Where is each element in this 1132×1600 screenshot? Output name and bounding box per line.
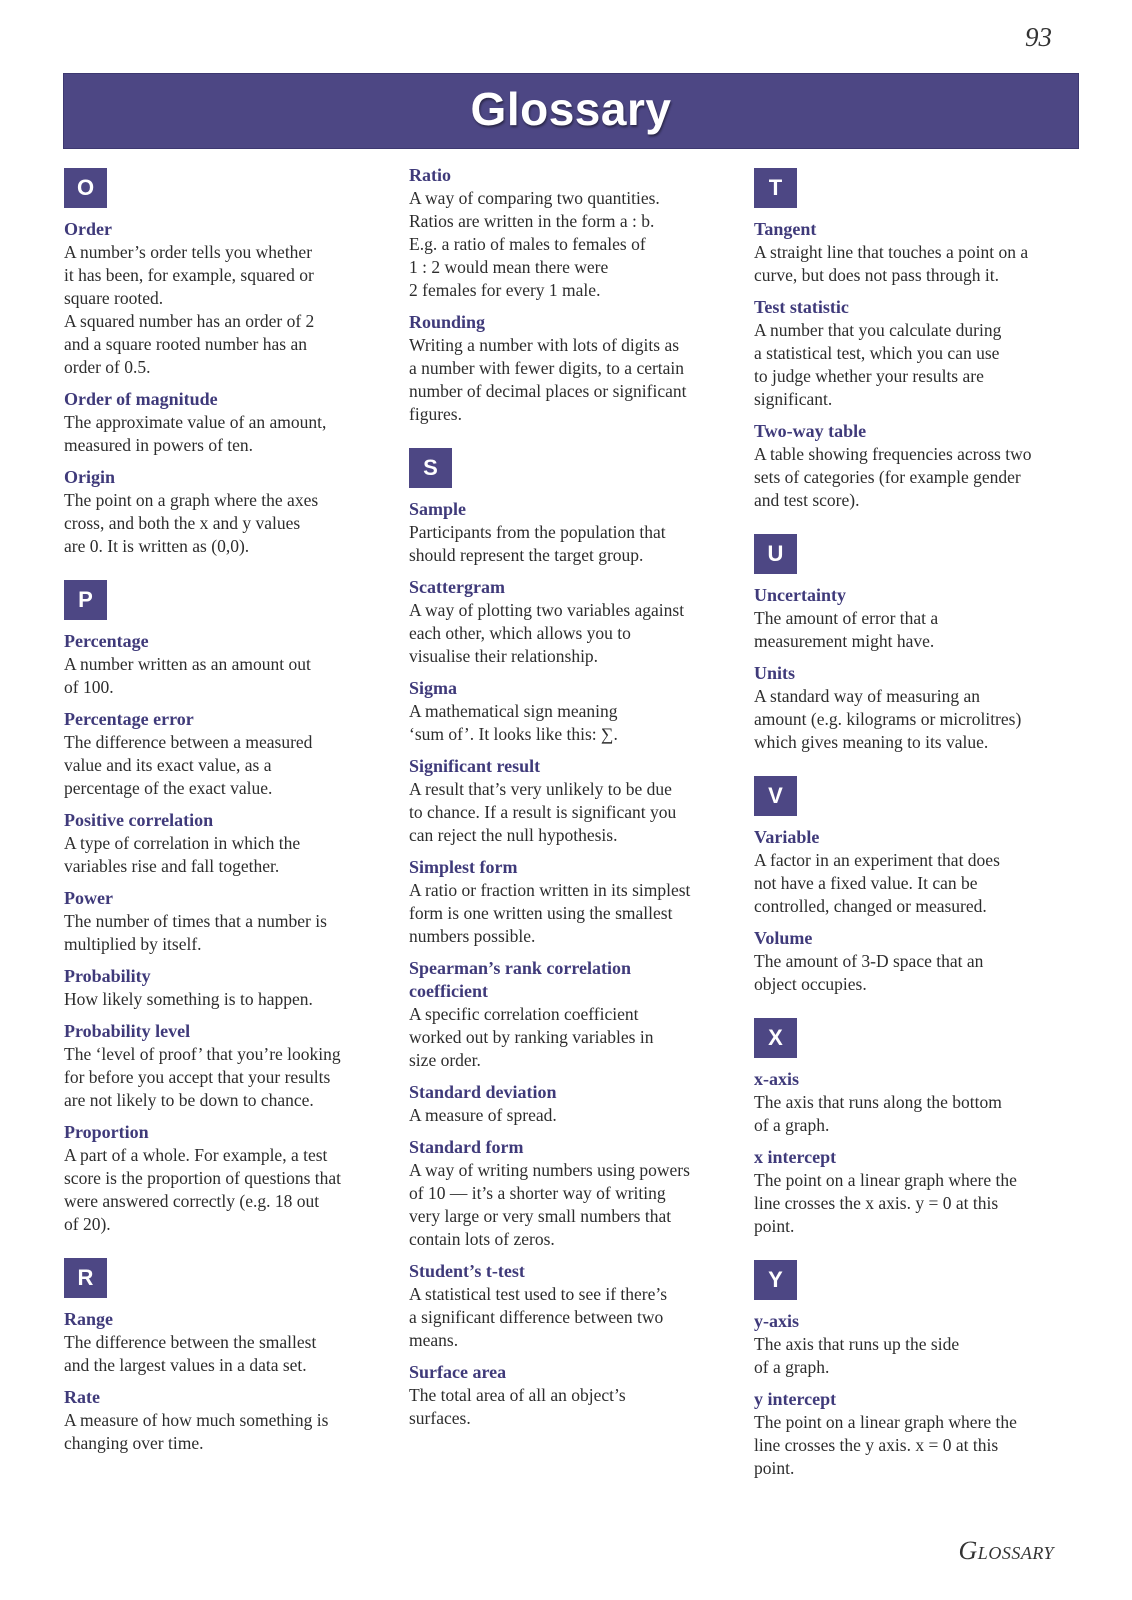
- glossary-definition: A measure of how much something is changing over time.: [64, 1410, 329, 1453]
- glossary-entry: [409, 755, 749, 847]
- glossary-entry: [409, 1260, 749, 1352]
- glossary-entry: [64, 965, 404, 1011]
- glossary-entry: [409, 164, 749, 302]
- glossary-term: Surface area: [409, 1362, 507, 1382]
- glossary-entry: [754, 662, 1084, 754]
- glossary-definition: The point on a linear graph where the line crosses the y axis. x = 0 at this point.: [754, 1412, 1017, 1478]
- glossary-definition: A table showing frequencies across two sets of categories (for example gender and test score).: [754, 444, 1032, 510]
- glossary-entry: [64, 1308, 404, 1377]
- glossary-entry: [754, 584, 1084, 653]
- glossary-term: Volume: [754, 928, 813, 948]
- section-letter-badge: P: [64, 580, 107, 620]
- glossary-definition: A specific correlation coefficient worked out by ranking variables in size order.: [409, 1004, 654, 1070]
- glossary-entry: [409, 957, 749, 1072]
- glossary-term: Scattergram: [409, 577, 505, 597]
- section-letter-badge: S: [409, 448, 452, 488]
- glossary-term: Origin: [64, 467, 116, 487]
- glossary-definition: A standard way of measuring an amount (e.g. kilograms or microlitres) which gives meaning to its value.: [754, 686, 1022, 752]
- glossary-term: x-axis: [754, 1069, 799, 1089]
- glossary-definition: The point on a linear graph where the line crosses the x axis. y = 0 at this point.: [754, 1170, 1017, 1236]
- glossary-definition: How likely something is to happen.: [64, 989, 313, 1009]
- glossary-section: [409, 448, 749, 1430]
- glossary-entry: [409, 1361, 749, 1430]
- glossary-definition: A way of plotting two variables against each other, which allows you to visualise their relationship.: [409, 600, 685, 666]
- glossary-term: Probability: [64, 966, 151, 986]
- glossary-term: Significant result: [409, 756, 541, 776]
- glossary-section: [754, 168, 1084, 512]
- glossary-definition: The axis that runs along the bottom of a graph.: [754, 1092, 1002, 1135]
- glossary-definition: The total area of all an object’s surfaces.: [409, 1385, 626, 1428]
- glossary-entry: [64, 218, 404, 379]
- glossary-entry: [409, 1081, 749, 1127]
- glossary-entry: [409, 311, 749, 426]
- glossary-term: Order of magnitude: [64, 389, 218, 409]
- glossary-entry: [754, 420, 1084, 512]
- glossary-definition: A way of writing numbers using powers of 10 — it’s a shorter way of writing very large or very small numbers that contain lots of zeros.: [409, 1160, 690, 1249]
- glossary-definition: Participants from the population that should represent the target group.: [409, 522, 666, 565]
- section-letter-badge: Y: [754, 1260, 797, 1300]
- glossary-definition: A number that you calculate during a statistical test, which you can use to judge whether your results are significant.: [754, 320, 1002, 409]
- glossary-entry: [64, 630, 404, 699]
- glossary-term: Probability level: [64, 1021, 191, 1041]
- glossary-entry: [754, 927, 1084, 996]
- glossary-definition: A straight line that touches a point on a curve, but does not pass through it.: [754, 242, 1029, 285]
- glossary-entry: [754, 1310, 1084, 1379]
- glossary-section: [64, 1258, 404, 1455]
- glossary-column-1: [64, 164, 404, 1477]
- glossary-definition: The amount of 3-D space that an object occupies.: [754, 951, 984, 994]
- glossary-entry: [64, 388, 404, 457]
- glossary-definition: A part of a whole. For example, a test score is the proportion of questions that were answered correctly (e.g. 18 out of 20).: [64, 1145, 342, 1234]
- glossary-entry: [754, 1388, 1084, 1480]
- glossary-entry: [409, 1136, 749, 1251]
- glossary-entry: [754, 1068, 1084, 1137]
- glossary-entry: [409, 576, 749, 668]
- glossary-entry: [409, 856, 749, 948]
- glossary-term: Variable: [754, 827, 820, 847]
- glossary-term: Range: [64, 1309, 113, 1329]
- glossary-definition: The number of times that a number is multiplied by itself.: [64, 911, 327, 954]
- glossary-definition: The difference between the smallest and the largest values in a data set.: [64, 1332, 317, 1375]
- glossary-definition: A ratio or fraction written in its simplest form is one written using the smallest numbers possible.: [409, 880, 691, 946]
- glossary-section: [754, 776, 1084, 996]
- title-banner: [63, 73, 1079, 149]
- glossary-term: Student’s t-test: [409, 1261, 525, 1281]
- glossary-term: Sample: [409, 499, 467, 519]
- glossary-term: Standard deviation: [409, 1082, 557, 1102]
- footer-label: Glossary: [958, 1536, 1054, 1565]
- section-letter-badge: V: [754, 776, 797, 816]
- glossary-column-2: [409, 164, 749, 1452]
- glossary-term: Rate: [64, 1387, 100, 1407]
- glossary-column-3: [754, 164, 1084, 1502]
- glossary-section: [409, 164, 749, 426]
- glossary-term: Simplest form: [409, 857, 518, 877]
- glossary-entry: [409, 498, 749, 567]
- glossary-definition: A result that’s very unlikely to be due to chance. If a result is significant you can reject the null hypothesis.: [409, 779, 677, 845]
- section-letter-badge: R: [64, 1258, 107, 1298]
- glossary-entry: [409, 677, 749, 746]
- page-title: Glossary: [470, 83, 672, 135]
- section-letter-badge: U: [754, 534, 797, 574]
- glossary-entry: [754, 296, 1084, 411]
- glossary-definition: A factor in an experiment that does not have a fixed value. It can be controlled, changed or measured.: [754, 850, 1000, 916]
- glossary-definition: The axis that runs up the side of a graph.: [754, 1334, 960, 1377]
- glossary-section: [64, 168, 404, 558]
- glossary-term: Standard form: [409, 1137, 524, 1157]
- glossary-definition: A number’s order tells you whether it has been, for example, squared or square rooted. A squared number has an order of 2 and a square rooted number has an order of 0.5.: [64, 242, 315, 377]
- glossary-term: Sigma: [409, 678, 458, 698]
- glossary-term: Tangent: [754, 219, 817, 239]
- glossary-term: Order: [64, 219, 112, 239]
- glossary-term: Uncertainty: [754, 585, 846, 605]
- glossary-section: [64, 580, 404, 1236]
- glossary-entry: [64, 1121, 404, 1236]
- glossary-term: y intercept: [754, 1389, 837, 1409]
- glossary-definition: A type of correlation in which the variables rise and fall together.: [64, 833, 301, 876]
- glossary-entry: [754, 826, 1084, 918]
- glossary-section: [754, 1018, 1084, 1238]
- glossary-definition: The amount of error that a measurement might have.: [754, 608, 939, 651]
- section-letter-badge: T: [754, 168, 797, 208]
- page-number: 93: [1025, 22, 1052, 52]
- glossary-definition: A mathematical sign meaning ‘sum of’. It looks like this: ∑.: [409, 701, 618, 744]
- glossary-term: Positive correlation: [64, 810, 214, 830]
- glossary-definition: The approximate value of an amount, measured in powers of ten.: [64, 412, 327, 455]
- glossary-definition: Writing a number with lots of digits as a number with fewer digits, to a certain number of decimal places or significant figures.: [409, 335, 687, 424]
- section-letter-badge: O: [64, 168, 107, 208]
- glossary-section: [754, 534, 1084, 754]
- glossary-term: x intercept: [754, 1147, 837, 1167]
- glossary-definition: A number written as an amount out of 100.: [64, 654, 311, 697]
- glossary-term: Test statistic: [754, 297, 849, 317]
- glossary-term: Rounding: [409, 312, 486, 332]
- glossary-term: Power: [64, 888, 113, 908]
- section-letter-badge: X: [754, 1018, 797, 1058]
- glossary-term: Percentage error: [64, 709, 194, 729]
- glossary-definition: A way of comparing two quantities. Ratios are written in the form a : b. E.g. a ratio of males to females of 1 : 2 would mean there were 2 females for every 1 male.: [409, 188, 660, 300]
- glossary-entry: [64, 1020, 404, 1112]
- glossary-term: Two-way table: [754, 421, 867, 441]
- glossary-section: [754, 1260, 1084, 1480]
- glossary-entry: [64, 708, 404, 800]
- glossary-definition: The difference between a measured value and its exact value, as a percentage of the exact value.: [64, 732, 313, 798]
- glossary-entry: [64, 466, 404, 558]
- glossary-term: Spearman’s rank correlation coefficient: [409, 958, 631, 1001]
- glossary-entry: [64, 887, 404, 956]
- glossary-entry: [754, 1146, 1084, 1238]
- glossary-definition: The point on a graph where the axes cross, and both the x and y values are 0. It is written as (0,0).: [64, 490, 319, 556]
- glossary-definition: A statistical test used to see if there’s a significant difference between two means.: [409, 1284, 668, 1350]
- glossary-term: Percentage: [64, 631, 149, 651]
- glossary-definition: A measure of spread.: [409, 1105, 557, 1125]
- glossary-term: Units: [754, 663, 796, 683]
- glossary-term: y-axis: [754, 1311, 799, 1331]
- glossary-entry: [754, 218, 1084, 287]
- glossary-term: Proportion: [64, 1122, 149, 1142]
- glossary-entry: [64, 1386, 404, 1455]
- glossary-definition: The ‘level of proof’ that you’re looking for before you accept that your results are not likely to be down to chance.: [64, 1044, 341, 1110]
- glossary-term: Ratio: [409, 165, 451, 185]
- glossary-entry: [64, 809, 404, 878]
